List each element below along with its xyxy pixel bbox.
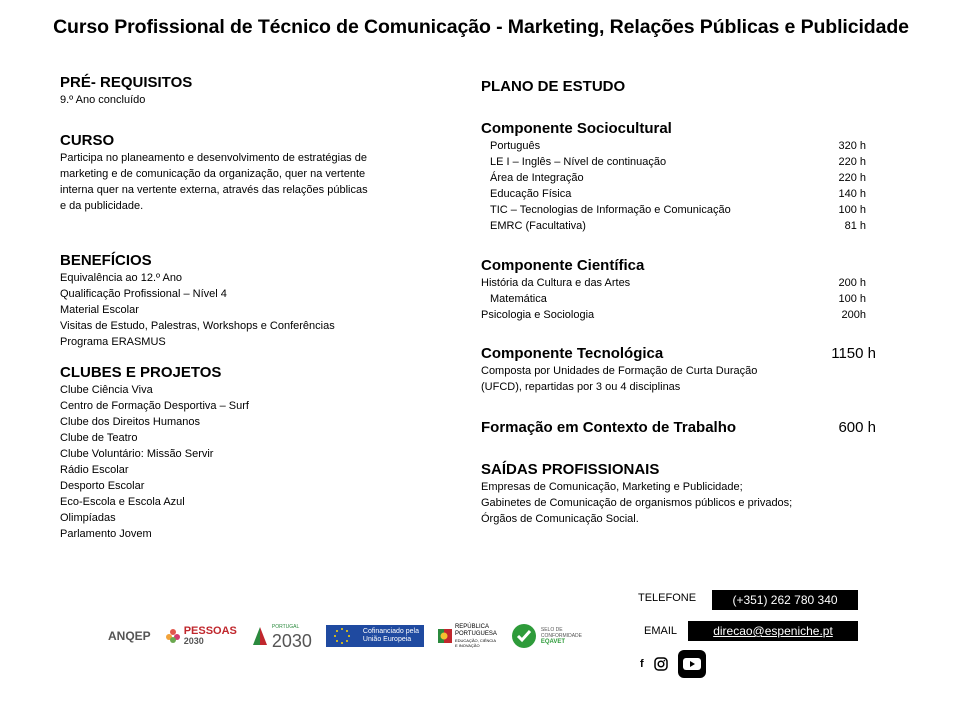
subject-name: TIC – Tecnologias de Informação e Comunicação	[490, 204, 731, 216]
youtube-icon[interactable]	[678, 650, 706, 678]
coat-of-arms-icon	[438, 627, 452, 645]
saidas-line: Gabinetes de Comunicação de organismos públicos e privados;	[481, 497, 793, 509]
fct-heading: Formação em Contexto de Trabalho	[481, 419, 737, 436]
clubes-item: Centro de Formação Desportiva – Surf	[60, 400, 249, 412]
subject-hours: 320 h	[838, 140, 866, 152]
subject-row	[481, 218, 866, 234]
beneficios-item: Programa ERASMUS	[60, 336, 166, 348]
cientifica-heading: Componente Científica	[481, 257, 645, 274]
sociocultural-section	[481, 120, 901, 234]
plano-heading: PLANO DE ESTUDO	[481, 78, 626, 95]
clubes-heading: CLUBES E PROJETOS	[60, 364, 222, 381]
clubes-section	[60, 364, 420, 542]
fct-header	[481, 419, 876, 437]
pessoas-logo	[165, 626, 237, 646]
sociocultural-heading: Componente Sociocultural	[481, 120, 672, 137]
tecnologica-line: Composta por Unidades de Formação de Curta Duração	[481, 365, 758, 377]
eu-text: União Europeia	[362, 636, 412, 643]
curso-line: interna quer na vertente externa, através das relações públicas	[60, 184, 368, 196]
prereq-heading: PRÉ- REQUISITOS	[60, 74, 193, 91]
subject-row	[481, 154, 866, 170]
beneficios-item: Material Escolar	[60, 304, 139, 316]
clubes-item: Parlamento Jovem	[60, 528, 152, 540]
instagram-icon[interactable]	[654, 657, 668, 671]
republica-logo	[438, 624, 497, 648]
tecnologica-hours: 1150 h	[831, 345, 876, 362]
eu-flag-icon	[326, 625, 358, 647]
beneficios-item: Equivalência ao 12.º Ano	[60, 272, 183, 284]
social-links	[640, 650, 706, 678]
email-label: EMAIL	[644, 625, 678, 637]
subject-hours: 200h	[841, 309, 866, 321]
clubes-item: Desporto Escolar	[60, 480, 145, 492]
cientifica-section	[481, 257, 901, 323]
beneficios-heading: BENEFÍCIOS	[60, 252, 152, 269]
clubes-item: Clube de Teatro	[60, 432, 138, 444]
eqavet-text: EQAVET	[540, 639, 566, 645]
subject-row	[481, 170, 866, 186]
saidas-section	[481, 461, 901, 527]
clubes-item: Olimpíadas	[60, 512, 116, 524]
telefone-label: TELEFONE	[638, 592, 697, 604]
eqavet-text: SELO DE	[540, 627, 563, 633]
anqep-text: ANQEP	[108, 629, 151, 643]
right-column	[481, 78, 901, 527]
fct-section	[481, 419, 901, 437]
clubes-item: Clube dos Direitos Humanos	[60, 416, 201, 428]
subject-name: Matemática	[490, 293, 547, 305]
portugal-year: 2030	[271, 631, 312, 651]
portugal-text: PORTUGAL	[271, 624, 300, 630]
subject-row	[481, 307, 866, 323]
subject-hours: 140 h	[838, 188, 866, 200]
subject-name: Área de Integração	[490, 172, 584, 184]
republica-text: PORTUGUESA	[454, 631, 497, 637]
subject-name: Psicologia e Sociologia	[481, 309, 595, 321]
page-title: Curso Profissional de Técnico de Comunicação - Marketing, Relações Públicas e Publicidade	[53, 16, 909, 38]
subject-name: História da Cultura e das Artes	[481, 277, 631, 289]
curso-line: marketing e de comunicação da organização, quer na vertente	[60, 168, 366, 180]
subject-row	[481, 202, 866, 218]
tecnologica-line: (UFCD), repartidas por 3 ou 4 disciplinas	[481, 381, 681, 393]
subject-hours: 100 h	[838, 293, 866, 305]
tecnologica-section	[481, 345, 901, 395]
curso-line: Participa no planeamento e desenvolvimento de estratégias de	[60, 152, 367, 164]
left-column	[60, 74, 420, 542]
subject-name: LE I – Inglês – Nível de continuação	[490, 156, 667, 168]
curso-heading: CURSO	[60, 132, 115, 149]
eu-logo	[326, 625, 424, 647]
subject-row	[481, 275, 866, 291]
subject-hours: 100 h	[838, 204, 866, 216]
beneficios-item: Visitas de Estudo, Palestras, Workshops e Conferências	[60, 320, 335, 332]
subject-row	[481, 138, 866, 154]
subject-hours: 220 h	[838, 172, 866, 184]
subject-hours: 200 h	[838, 277, 866, 289]
eqavet-logo	[511, 623, 582, 649]
republica-sub: E INOVAÇÃO	[454, 643, 480, 648]
eu-text: Cofinanciado pela	[362, 628, 419, 635]
clubes-item: Eco-Escola e Escola Azul	[60, 496, 185, 508]
subject-row	[481, 186, 866, 202]
republica-sub: EDUCAÇÃO, CIÊNCIA	[454, 638, 497, 643]
telefone-box[interactable]: (+351) 262 780 340	[712, 590, 858, 610]
partner-logos	[108, 616, 582, 656]
portugal2030-logo	[251, 622, 312, 650]
facebook-icon[interactable]: f	[640, 658, 644, 670]
saidas-line: Órgãos de Comunicação Social.	[481, 513, 639, 525]
eqavet-text: CONFORMIDADE	[540, 633, 582, 639]
clubes-item: Rádio Escolar	[60, 464, 129, 476]
tecnologica-heading: Componente Tecnológica	[481, 345, 664, 362]
prereq-section	[60, 74, 420, 108]
clubes-item: Clube Voluntário: Missão Servir	[60, 448, 214, 460]
saidas-line: Empresas de Comunicação, Marketing e Publicidade;	[481, 481, 743, 493]
anqep-logo	[108, 631, 151, 641]
fct-hours: 600 h	[838, 419, 876, 436]
prereq-text: 9.º Ano concluído	[60, 94, 146, 106]
subject-name: Educação Física	[490, 188, 572, 200]
flower-icon	[165, 628, 181, 644]
pessoas-text: PESSOAS	[183, 625, 237, 637]
subject-row	[481, 291, 866, 307]
saidas-heading: SAÍDAS PROFISSIONAIS	[481, 461, 660, 478]
republica-text: REPÚBLICA	[454, 624, 489, 630]
beneficios-item: Qualificação Profissional – Nível 4	[60, 288, 227, 300]
curso-line: e da publicidade.	[60, 200, 144, 212]
eqavet-check-icon	[511, 623, 537, 649]
subject-hours: 220 h	[838, 156, 866, 168]
beneficios-section	[60, 252, 420, 350]
pessoas-year: 2030	[183, 636, 204, 646]
subject-name: EMRC (Facultativa)	[490, 220, 586, 232]
clubes-item: Clube Ciência Viva	[60, 384, 153, 396]
subject-hours: 81 h	[844, 220, 866, 232]
subject-name: Português	[490, 140, 541, 152]
curso-section	[60, 132, 420, 214]
tecnologica-header	[481, 345, 876, 363]
portugal-flag-icon	[251, 625, 269, 647]
email-link[interactable]: direcao@espeniche.pt	[688, 621, 858, 641]
